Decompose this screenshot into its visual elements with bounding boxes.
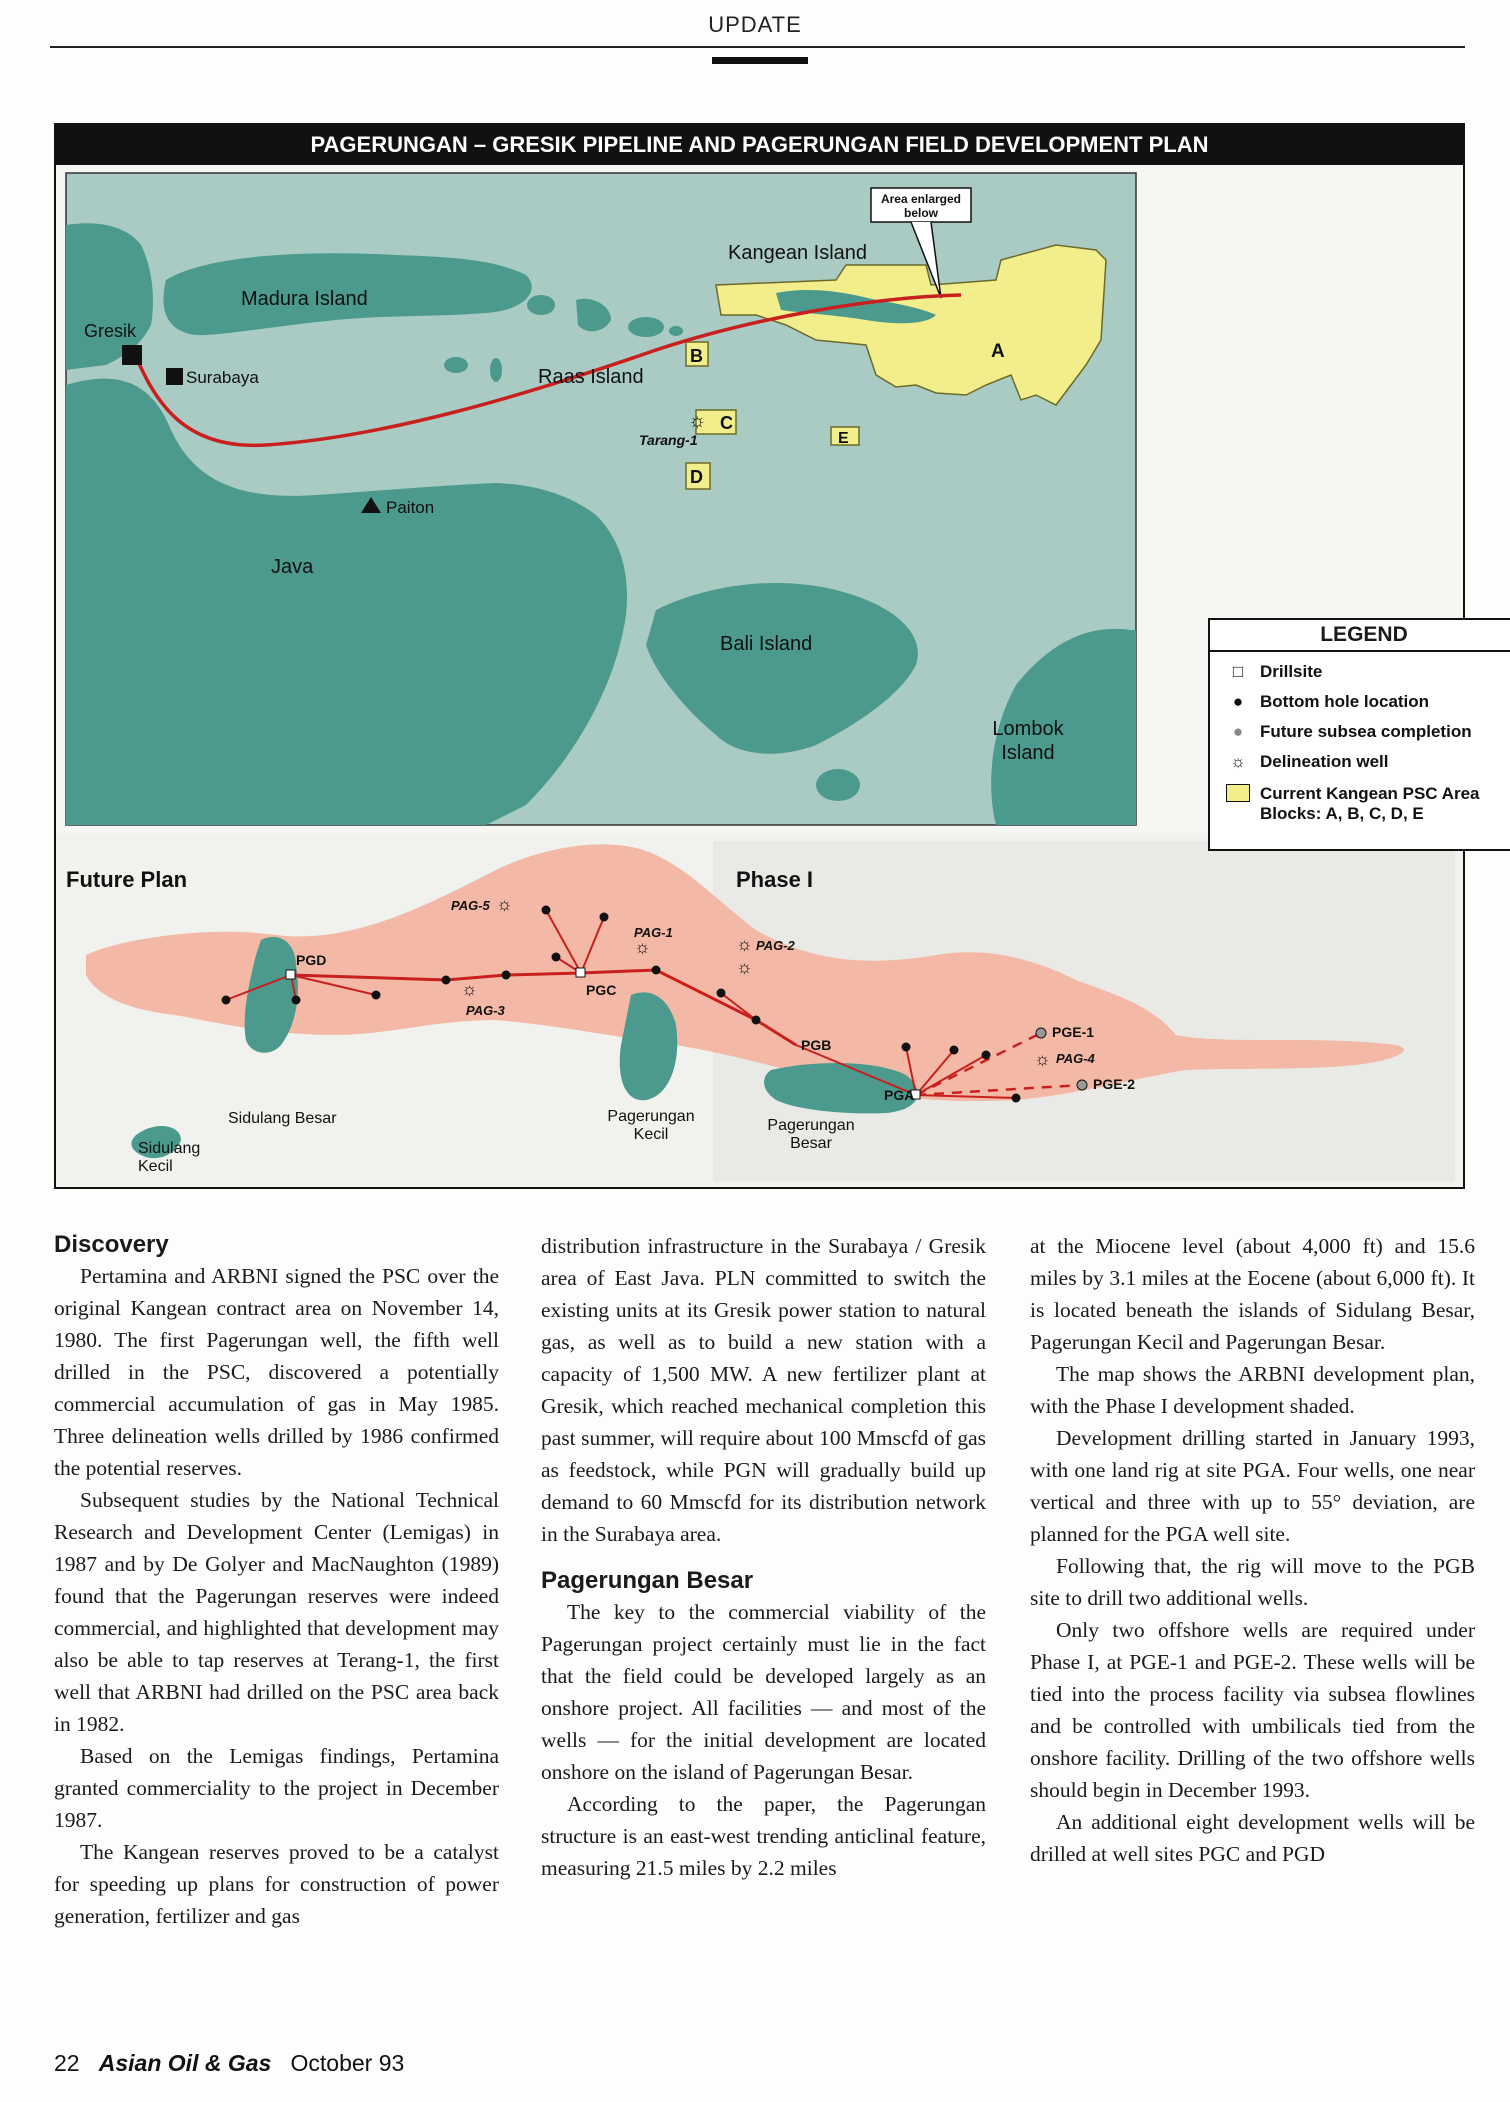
- surabaya-label: Surabaya: [186, 368, 259, 387]
- future-subsea-pge2: [1077, 1080, 1087, 1090]
- paragraph: According to the paper, the Pagerungan structure is an east-west trending anticlinal feature, measuring 21.5 miles by 2.2 miles: [541, 1792, 986, 1880]
- madura-label: Madura Island: [241, 288, 368, 310]
- sidulang-kecil-label-2: Kecil: [138, 1158, 173, 1175]
- area-enlarged-label-2: below: [903, 206, 939, 220]
- delineation-pag3: ☼: [461, 979, 478, 999]
- lombok-label-2: Island: [1001, 742, 1055, 764]
- legend-item-drillsite: □ Drillsite: [1226, 662, 1322, 682]
- small-island: [527, 295, 555, 315]
- delineation-pag2: ☼: [736, 934, 753, 954]
- legend-item-delineation: ☼ Delineation well: [1226, 752, 1388, 772]
- map-legend: [1208, 618, 1510, 851]
- tarang-delineation-symbol: ☼: [688, 410, 707, 432]
- phase-1-label: Phase I: [736, 867, 814, 892]
- article-column-3: [1030, 1230, 1475, 1870]
- sidulang-besar-label: Sidulang Besar: [228, 1110, 337, 1127]
- delineation-pag5: ☼: [496, 894, 513, 914]
- delineation-pag4: ☼: [1034, 1049, 1051, 1069]
- pag-kecil-label-1: Pagerungan: [607, 1108, 695, 1125]
- publication-name: Asian Oil & Gas: [98, 2050, 272, 2076]
- future-plan-label: Future Plan: [66, 867, 188, 892]
- pge1-label: PGE-1: [1052, 1024, 1095, 1040]
- map-figure: [54, 123, 1480, 1189]
- pag3-label: PAG-3: [466, 1003, 505, 1018]
- discovery-heading: Discovery: [54, 1231, 169, 1258]
- future-subsea-pge1: [1036, 1028, 1046, 1038]
- drillsite-pgd: [286, 970, 295, 979]
- pgc-label: PGC: [586, 982, 617, 998]
- pge2-label: PGE-2: [1093, 1076, 1136, 1092]
- pag-kecil-label-2: Kecil: [633, 1126, 669, 1143]
- area-enlarged-label-1: Area enlarged: [880, 192, 962, 206]
- paragraph: The map shows the ARBNI development plan, with the Phase I development shaded.: [1030, 1362, 1475, 1418]
- future-subsea-icon: ●: [1232, 722, 1244, 741]
- pag2-label: PAG-2: [756, 938, 795, 953]
- delineation-pag1: ☼: [634, 937, 651, 957]
- pga-label: PGA: [884, 1087, 915, 1103]
- paragraph: Subsequent studies by the National Technical Research and Development Center (Lemigas) in 1987 and by De Golyer and MacNaughton (1989) found that the Pagerungan reserves were indeed commercial, and highlighted that development may also be able to tap reserves at Terang-1, the first well that ARBNI had drilled on the PSC area back in 1982.: [54, 1488, 499, 1736]
- nusa-penida-island: [816, 769, 860, 801]
- paragraph: The key to the commercial viability of the Pagerungan project certainly must lie in the fact that the field could be developed largely as an onshore project. All facilities — and most of the wells — for the initial development are located onshore on the island of Pagerungan Besar.: [541, 1600, 986, 1784]
- paragraph: Based on the Lemigas findings, Pertamina granted commerciality to the project in December 1987.: [54, 1744, 499, 1832]
- figure-title: PAGERUNGAN – GRESIK PIPELINE AND PAGERUNGAN FIELD DEVELOPMENT PLAN: [56, 125, 1463, 165]
- pgb-label: PGB: [801, 1037, 832, 1053]
- delineation-well-icon: ☼: [1230, 752, 1246, 771]
- lombok-label-1: Lombok: [992, 718, 1064, 740]
- kangean-label: Kangean Island: [728, 242, 868, 264]
- psc-area-swatch-icon: [1226, 784, 1250, 807]
- pag1-label: PAG-1: [634, 925, 673, 940]
- small-island: [628, 317, 664, 337]
- block-e-label: E: [838, 430, 849, 447]
- small-island: [444, 357, 468, 373]
- block-d-label: D: [690, 467, 703, 487]
- legend-item-psc-area: Current Kangean PSC Area Blocks: A, B, C, D, E: [1226, 784, 1479, 824]
- pag-besar-label-1: Pagerungan: [767, 1117, 855, 1134]
- gresik-label: Gresik: [84, 321, 137, 341]
- paragraph: Following that, the rig will move to the PGB site to drill two additional wells.: [1030, 1554, 1475, 1610]
- section-tab-marker: [712, 57, 808, 64]
- top-rule: [50, 46, 1465, 48]
- small-island: [669, 326, 683, 336]
- page-number: 22: [54, 2050, 80, 2076]
- pag-besar-label-2: Besar: [790, 1135, 832, 1152]
- paiton-label: Paiton: [386, 498, 435, 517]
- paragraph: Only two offshore wells are required under Phase I, at PGE-1 and PGE-2. These wells will be tied into the process facility via subsea flowlines and be controlled with umbilicals tied from the onshore facility. Drilling of the two offshore wells should begin in December 1993.: [1030, 1618, 1475, 1802]
- drillsite-pgc: [576, 968, 585, 977]
- article-column-1: [54, 1230, 499, 1932]
- pgd-label: PGD: [296, 952, 327, 968]
- page-footer: [54, 2050, 404, 2077]
- legend-item-future-subsea: ● Future subsea completion: [1226, 722, 1472, 742]
- block-a-label: A: [991, 341, 1005, 362]
- article-column-2: [541, 1230, 986, 1884]
- paragraph: The Kangean reserves proved to be a catalyst for speeding up plans for construction of power generation, fertilizer and gas: [54, 1840, 499, 1928]
- paragraph: An additional eight development wells will be drilled at well sites PGC and PGD: [1030, 1810, 1475, 1866]
- delineation-pag2b: ☼: [736, 957, 753, 977]
- tarang-label: Tarang-1: [639, 432, 698, 448]
- paragraph: distribution infrastructure in the Surabaya / Gresik area of East Java. PLN committed to switch the existing units at its Gresik power station to natural gas, as well as to build a new station with a capacity of 1,500 MW. A new fertilizer plant at Gresik, which reached mechanical completion this past summer, will require about 100 Mmscfd of gas as feedstock, while PGN will gradually build up demand to 60 Mmscfd for its distribution network in the Surabaya area.: [541, 1234, 986, 1546]
- bottom-hole-icon: ●: [1232, 692, 1244, 711]
- block-b-label: B: [690, 346, 703, 366]
- paragraph: Pertamina and ARBNI signed the PSC over the original Kangean contract area on November 14, 1980. The first Pagerungan well, the fifth well drilled in the PSC, discovered a potentially commercial accumulation of gas in May 1985. Three delineation wells drilled by 1986 confirmed the potential reserves.: [54, 1264, 499, 1480]
- legend-title: LEGEND: [1210, 620, 1510, 652]
- small-island: [490, 358, 502, 382]
- bali-label: Bali Island: [720, 633, 813, 655]
- issue-date: October 93: [290, 2050, 405, 2076]
- legend-item-bottom-hole: ● Bottom hole location: [1226, 692, 1429, 712]
- pag4-label: PAG-4: [1056, 1051, 1095, 1066]
- pag5-label: PAG-5: [451, 898, 490, 913]
- gresik-marker: [122, 345, 142, 365]
- paragraph: Development drilling started in January 1993, with one land rig at site PGA. Four wells, one near vertical and three with up to 55° deviation, are planned for the PGA well site.: [1030, 1426, 1475, 1546]
- drillsite-icon: □: [1232, 662, 1244, 681]
- pagerungan-besar-heading: Pagerungan Besar: [541, 1567, 754, 1594]
- raas-label: Raas Island: [538, 366, 644, 388]
- sidulang-kecil-label-1: Sidulang: [138, 1140, 201, 1157]
- surabaya-marker: [166, 368, 183, 385]
- java-label: Java: [271, 556, 314, 578]
- block-c-label: C: [720, 413, 733, 433]
- section-header: UPDATE: [708, 12, 802, 37]
- paragraph: at the Miocene level (about 4,000 ft) and 15.6 miles by 3.1 miles at the Eocene (about 6,000 ft). It is located beneath the islands of Sidulang Besar, Pagerungan Kecil and Pagerungan Besar.: [1030, 1234, 1475, 1354]
